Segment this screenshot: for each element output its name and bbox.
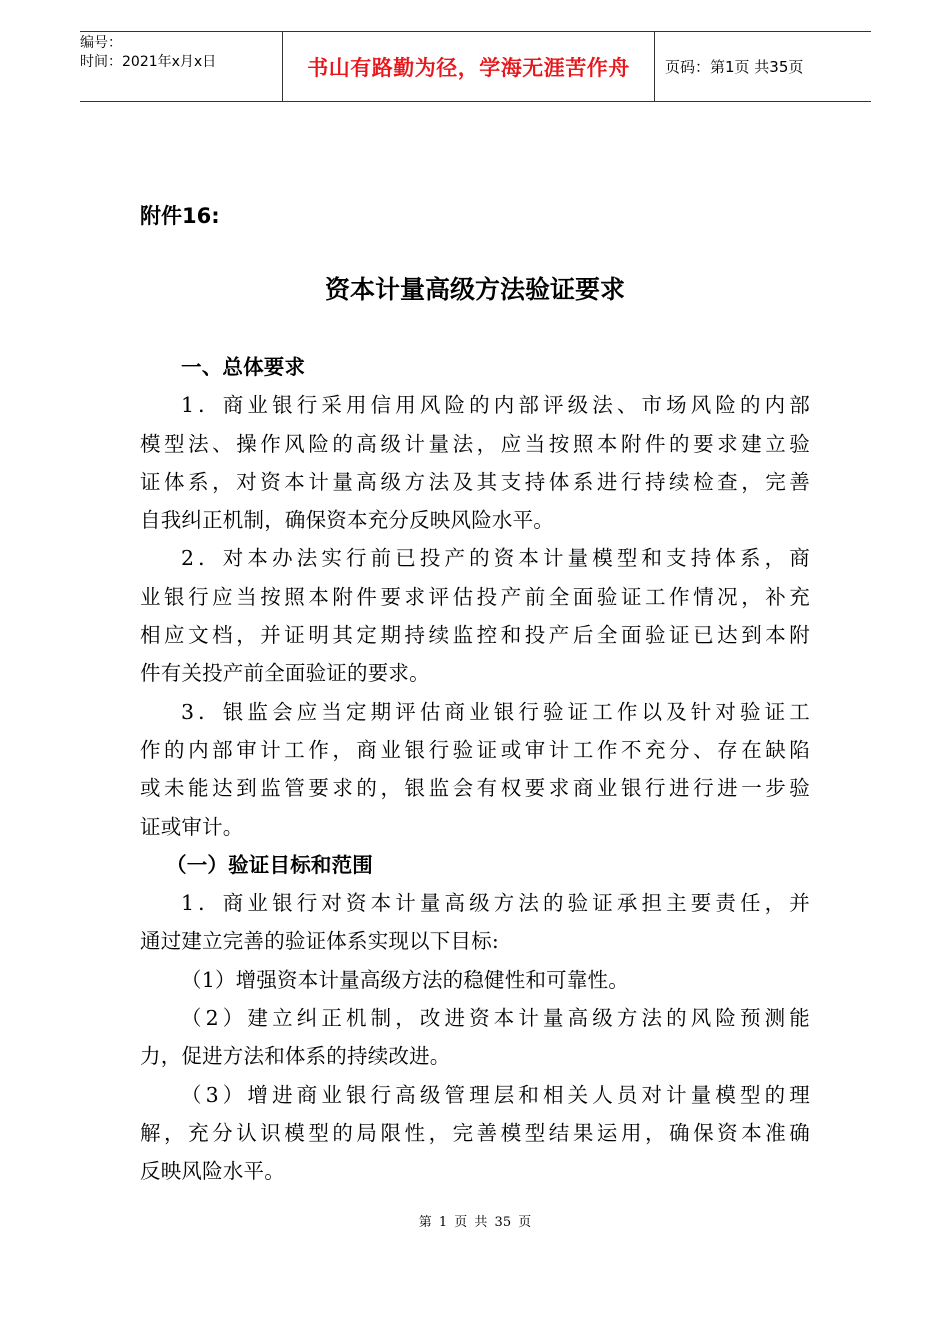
- paragraph-line: 1．商业银行对资本计量高级方法的验证承担主要责任，并: [181, 891, 810, 916]
- number-label: 编号：: [80, 35, 122, 51]
- paragraph-line: 证或审计。: [140, 814, 244, 839]
- paragraph-line: 2．对本办法实行前已投产的资本计量模型和支持体系，商: [181, 546, 810, 571]
- section-heading: 一、总体要求: [181, 355, 306, 379]
- paragraph-line: （3）增进商业银行高级管理层和相关人员对计量模型的理: [181, 1082, 810, 1107]
- paragraph-line: 反映风险水平。: [140, 1159, 285, 1184]
- document-header: [80, 31, 871, 102]
- paragraph-line: （1）增强资本计量高级方法的稳健性和可靠性。: [181, 967, 629, 992]
- paragraph-line: 通过建立完善的验证体系实现以下目标:: [140, 929, 500, 954]
- paragraph-line: 力，促进方法和体系的持续改进。: [140, 1044, 451, 1069]
- header-meta: [80, 32, 282, 101]
- paragraph-line: （2）建立纠正机制，改进资本计量高级方法的风险预测能: [181, 1006, 810, 1031]
- paragraph-line: 业银行应当按照本附件要求评估投产前全面验证工作情况，补充: [140, 584, 810, 609]
- paragraph-line: 件有关投产前全面验证的要求。: [140, 661, 430, 686]
- paragraph-line: 作的内部审计工作，商业银行验证或审计工作不充分、存在缺陷: [140, 737, 810, 762]
- paragraph-line: 自我纠正机制，确保资本充分反映风险水平。: [140, 508, 554, 533]
- paragraph-line: 3．银监会应当定期评估商业银行验证工作以及针对验证工: [181, 699, 810, 724]
- paragraph-line: 1．商业银行采用信用风险的内部评级法、市场风险的内部: [181, 393, 810, 418]
- paragraph-line: 模型法、操作风险的高级计量法，应当按照本附件的要求建立验: [140, 431, 810, 456]
- document-body: [140, 348, 810, 1191]
- attachment-label: 附件16:: [140, 204, 220, 228]
- subsection-heading: （一）验证目标和范围: [166, 852, 373, 877]
- paragraph-line: 解，充分认识模型的局限性，完善模型结果运用，确保资本准确: [140, 1120, 810, 1145]
- page-footer: 第 1 页 共 35 页: [418, 1215, 532, 1230]
- header-page-info: 页码：第1页 共35页: [665, 58, 804, 76]
- document-title: 资本计量高级方法验证要求: [324, 275, 625, 304]
- time-label: 时间：2021年x月x日: [80, 54, 217, 70]
- paragraph-line: 相应文档，并证明其定期持续监控和投产后全面验证已达到本附: [140, 623, 810, 648]
- paragraph-line: 或未能达到监管要求的，银监会有权要求商业银行进行进一步验: [140, 776, 810, 801]
- header-motto: 书山有路勤为径，学海无涯苦作舟: [282, 32, 655, 101]
- paragraph-line: 证体系，对资本计量高级方法及其支持体系进行持续检查，完善: [140, 469, 810, 494]
